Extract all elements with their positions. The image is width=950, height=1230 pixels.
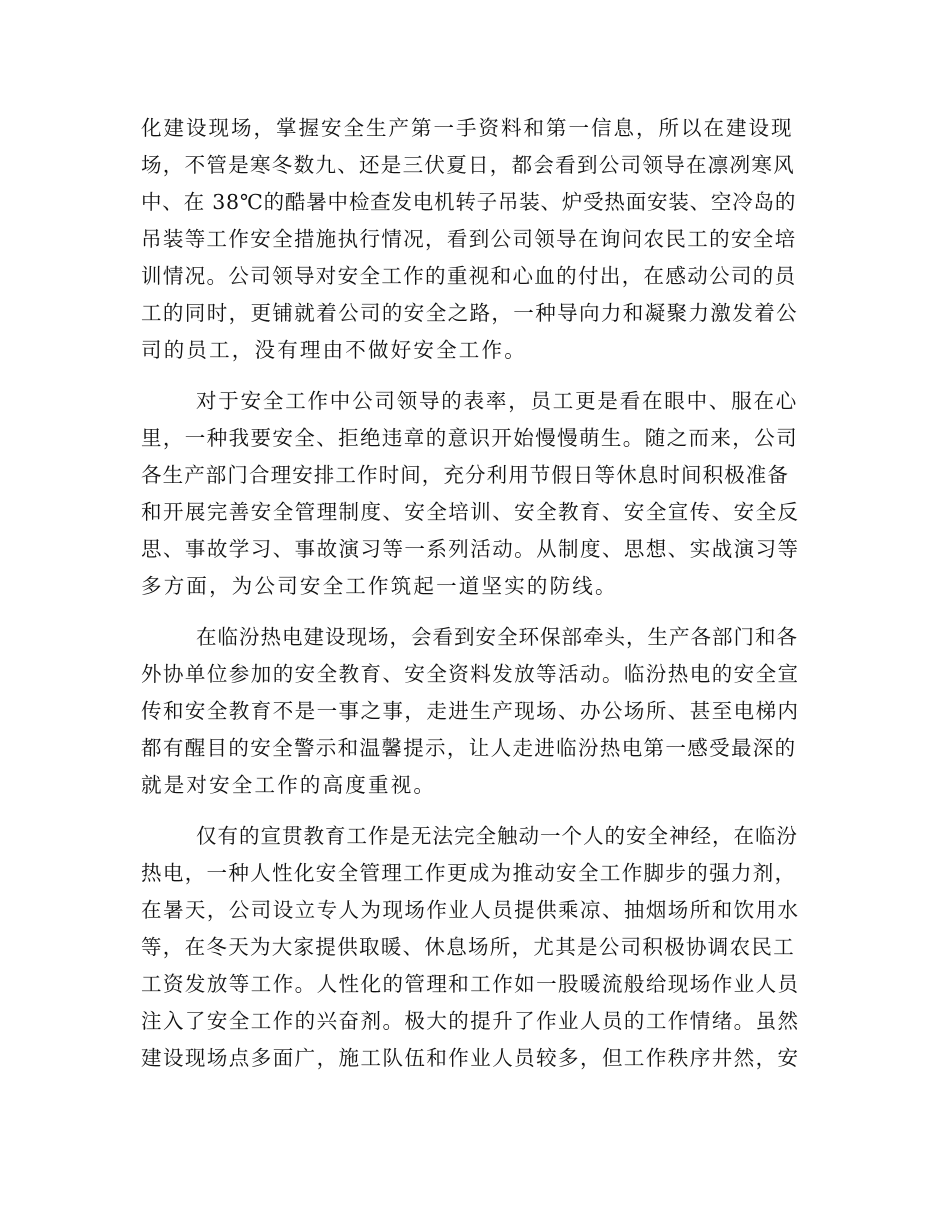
text-line: 对于安全工作中公司领导的表率，员工更是看在眼中、服在心: [196, 389, 799, 413]
text-line: 各生产部门合理安排工作时间，充分利用节假日等休息时间积极准备: [141, 463, 789, 487]
text-line: 外协单位参加的安全教育、安全资料发放等活动。临汾热电的安全宣: [141, 662, 800, 686]
text-line: 注入了安全工作的兴奋剂。极大的提升了作业人员的工作情绪。虽然: [141, 1009, 800, 1033]
text-line: 都有醒目的安全警示和温馨提示，让人走进临汾热电第一感受最深的: [141, 736, 797, 760]
text-line: 等，在冬天为大家提供取暖、休息场所，尤其是公司积极协调农民工: [141, 935, 795, 959]
text-line: 多方面，为公司安全工作筑起一道坚实的防线。: [141, 574, 618, 598]
text-line: 仅有的宣贯教育工作是无法完全触动一个人的安全神经，在临汾: [196, 824, 798, 848]
text-line: 思、事故学习、事故演习等一系列活动。从制度、思想、实战演习等: [141, 537, 800, 561]
text-line: 吊装等工作安全措施执行情况，看到公司领导在询问农民工的安全培: [141, 227, 797, 251]
text-line: 场，不管是寒冬数九、还是三伏夏日，都会看到公司领导在凛冽寒风: [141, 153, 795, 177]
text-line: 建设现场点多面广，施工队伍和作业人员较多，但工作秩序井然，安: [141, 1046, 800, 1070]
text-line: 在临汾热电建设现场，会看到安全环保部牵头，生产各部门和各: [196, 625, 798, 649]
text-line: 热电，一种人性化安全管理工作更成为推动安全工作脚步的强力剂，: [141, 861, 797, 885]
text-line: 中、在 38℃的酷暑中检查发电机转子吊装、炉受热面安装、空冷岛的: [141, 190, 797, 214]
text-line: 在暑天，公司设立专人为现场作业人员提供乘凉、抽烟场所和饮用水: [141, 898, 800, 922]
text-line: 化建设现场，掌握安全生产第一手资料和第一信息，所以在建设现: [141, 116, 794, 140]
text-line: 司的员工，没有理由不做好安全工作。: [141, 338, 527, 362]
text-line: 工资发放等工作。人性化的管理和工作如一股暖流般给现场作业人员: [141, 972, 800, 996]
text-line: 里，一种我要安全、拒绝违章的意识开始慢慢萌生。随之而来，公司: [141, 426, 798, 450]
text-line: 工的同时，更铺就着公司的安全之路，一种导向力和凝聚力激发着公: [141, 301, 798, 325]
text-line: 就是对安全工作的高度重视。: [141, 773, 437, 797]
text-line: 和开展完善安全管理制度、安全培训、安全教育、安全宣传、安全反: [141, 500, 800, 524]
text-line: 训情况。公司领导对安全工作的重视和心血的付出，在感动公司的员: [141, 264, 797, 288]
text-line: 传和安全教育不是一事之事，走进生产现场、办公场所、甚至电梯内: [141, 699, 800, 723]
